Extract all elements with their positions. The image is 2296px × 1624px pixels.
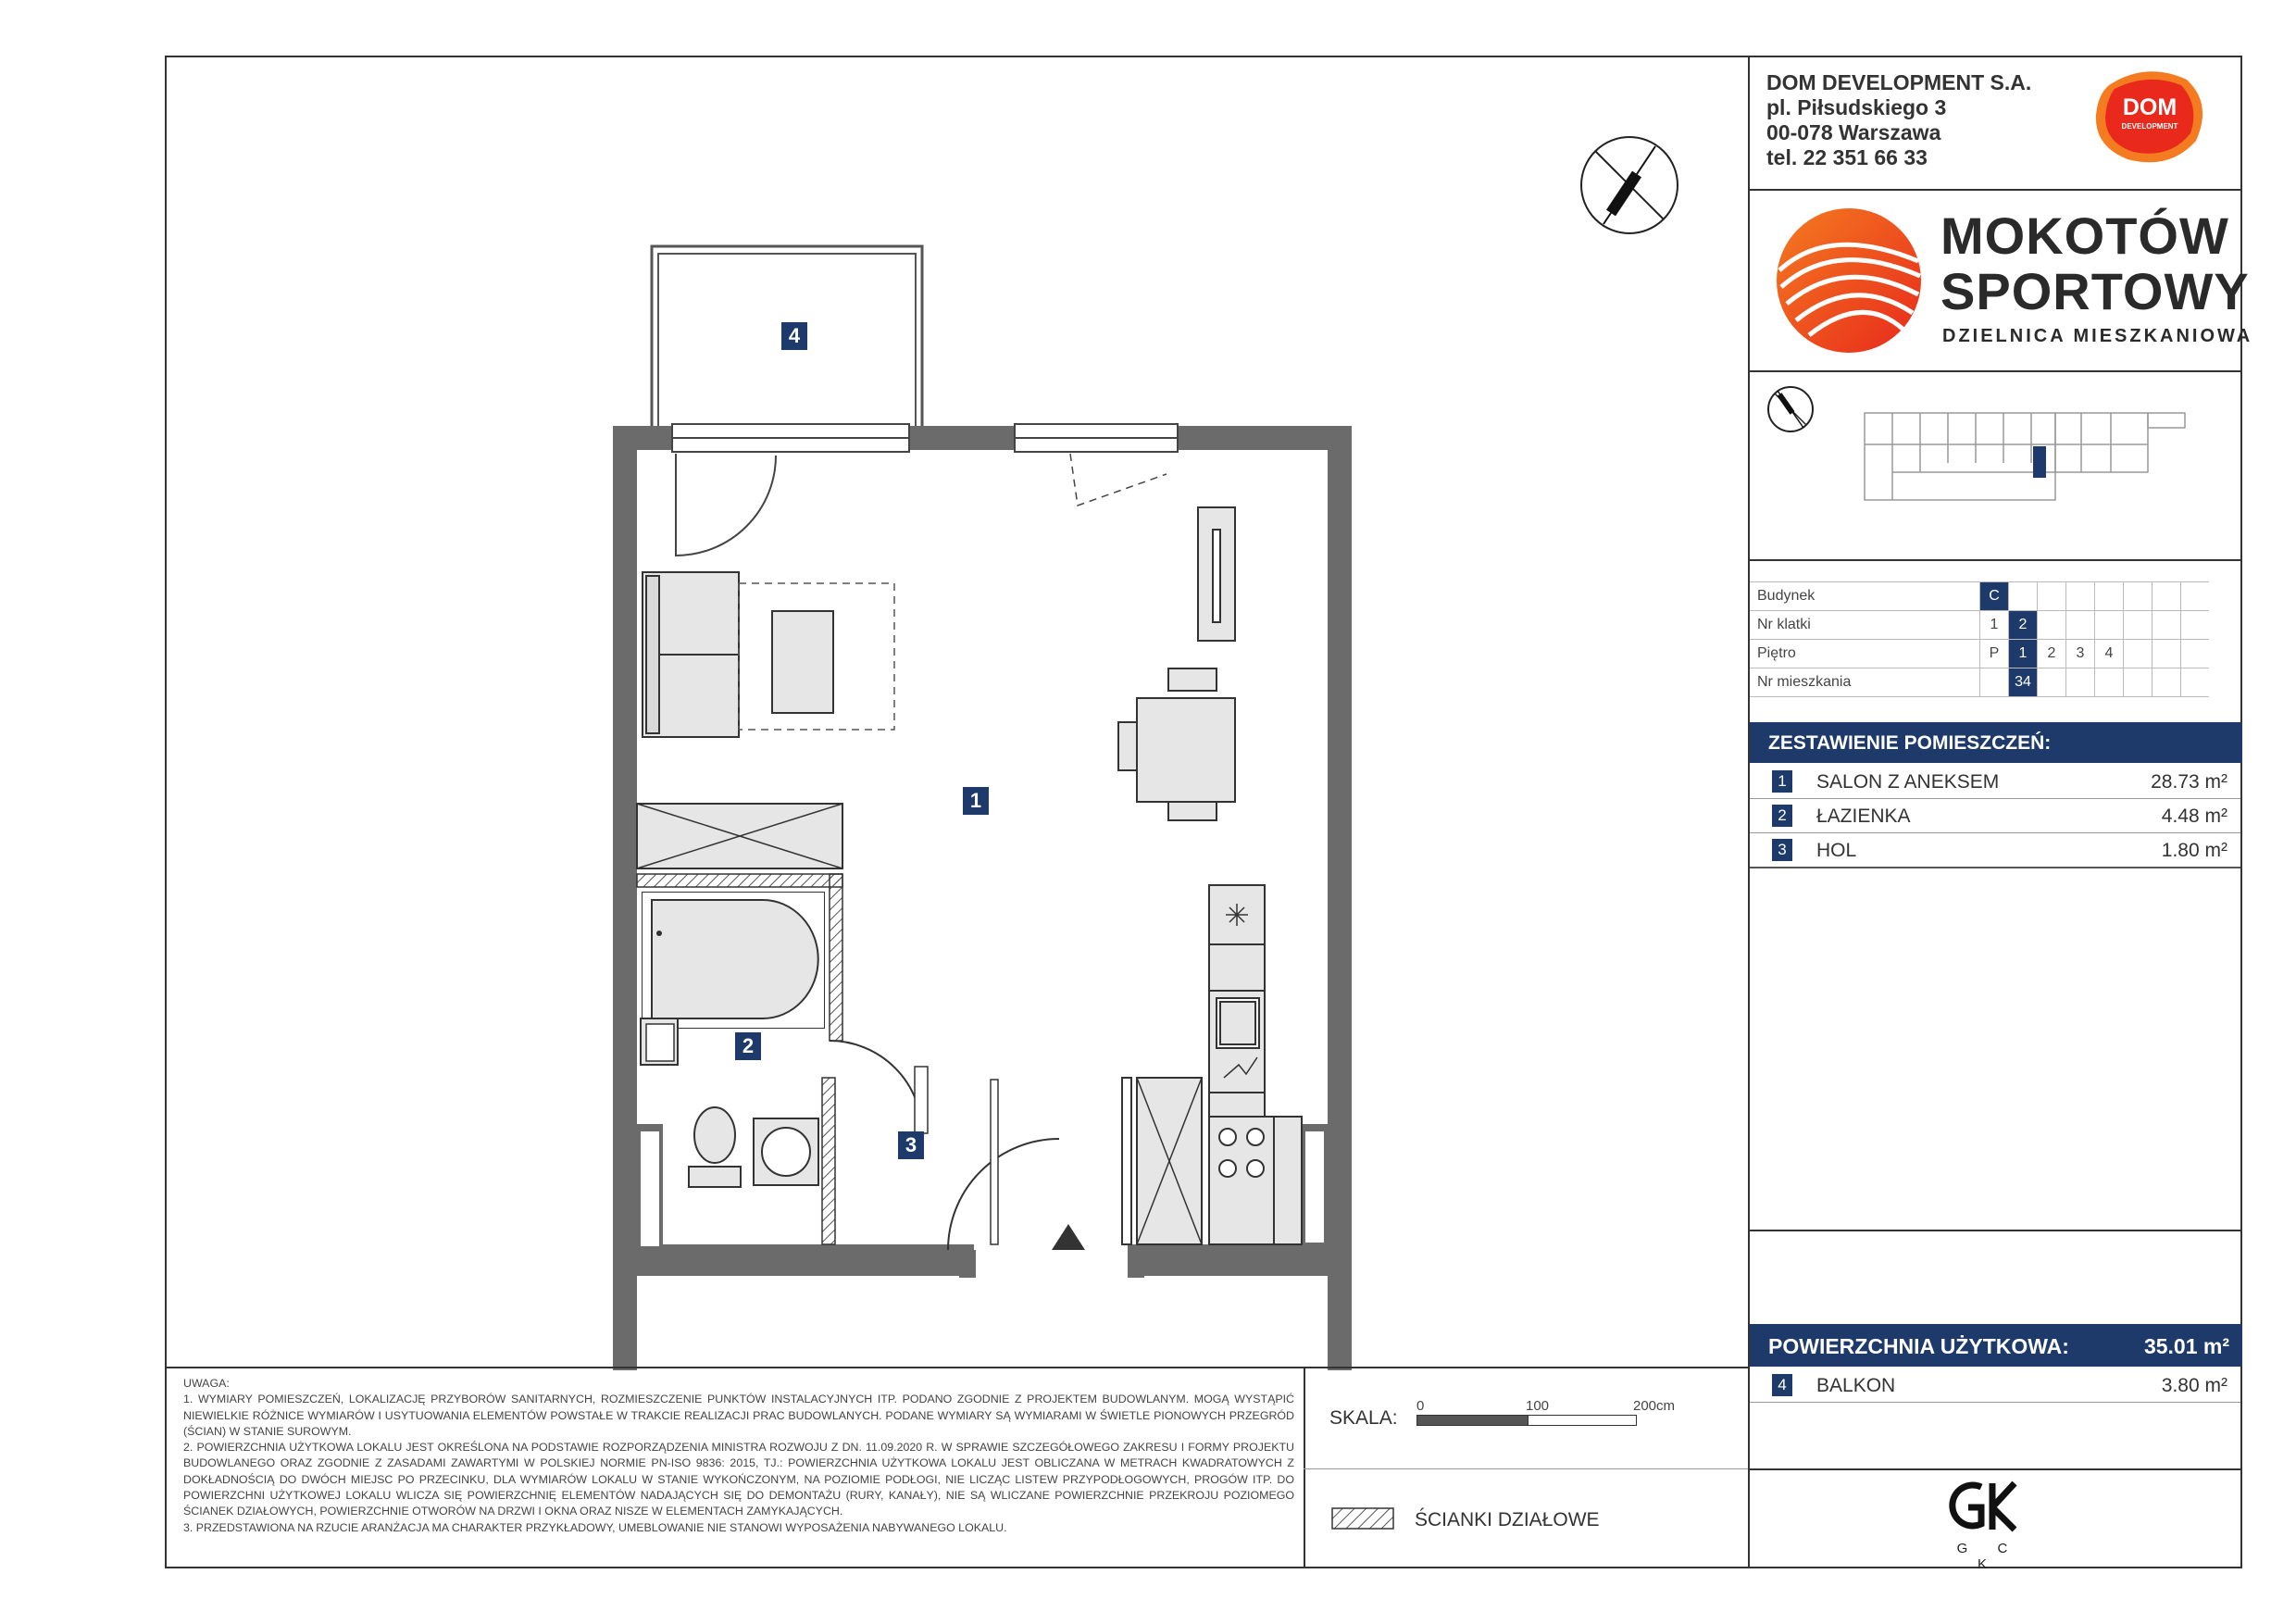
room-name: ŁAZIENKA	[1816, 806, 1911, 827]
room-name: HOL	[1816, 840, 1857, 861]
notes-title: UWAGA:	[183, 1377, 230, 1390]
room-row	[1750, 799, 2240, 833]
company-phone: tel. 22 351 66 33	[1766, 145, 1928, 169]
notes-divider	[165, 1367, 1748, 1368]
project-name-line1: MOKOTÓW	[1940, 206, 2229, 265]
total-area-label: POWIERZCHNIA UŻYTKOWA:	[1768, 1334, 2069, 1358]
gck-logo-icon	[1944, 1480, 2033, 1535]
apartment-value: 34	[2009, 668, 2038, 697]
legend-partition-label: ŚCIANKI DZIAŁOWE	[1415, 1509, 1600, 1530]
scale-tick-200: 200cm	[1633, 1398, 1676, 1414]
floor-option-4: 4	[2095, 640, 2124, 668]
room-area: 28.73 m²	[2151, 771, 2227, 793]
total-area-value: 35.01 m²	[2143, 1334, 2229, 1358]
key-plan-compass-icon	[1768, 387, 1813, 431]
company-city: 00-078 Warszawa	[1766, 120, 1941, 144]
scale-tick-100: 100	[1526, 1398, 1550, 1414]
selected-apartment-marker	[2033, 446, 2046, 478]
floor-plan	[165, 56, 1748, 1370]
apartment-label: Nr mieszkania	[1750, 668, 1980, 697]
staircase-option-1: 1	[1980, 611, 2009, 640]
notes	[183, 1376, 1294, 1536]
scale-tick-0: 0	[1416, 1398, 1425, 1414]
floor-option-p: P	[1980, 640, 2009, 668]
note-3: 3. PRZEDSTAWIONA NA RZUCIE ARANŻACJA MA CHARAKTER PRZYKŁADOWY, UMEBLOWANIE NIE STANOWI WYPOSAŻENIA NABYWANEGO LOKALU.	[183, 1520, 1007, 1534]
room-tag-2: 2	[735, 1032, 761, 1060]
rooms-heading-bar	[1750, 722, 2242, 763]
dom-development-logo	[2090, 67, 2209, 165]
total-area-bar	[1750, 1324, 2242, 1367]
rooms-heading: ZESTAWIENIE POMIESZCZEŃ:	[1768, 732, 2052, 754]
room-number: 4	[1772, 1374, 1792, 1396]
room-row	[1750, 833, 2240, 868]
scale-divider	[1304, 1367, 1305, 1568]
scale-bar-empty	[1528, 1415, 1637, 1426]
apartment-info-table	[1750, 581, 2209, 697]
company-street: pl. Piłsudskiego 3	[1766, 95, 1947, 119]
mokotow-sportowy-logo-icon	[1774, 206, 1924, 356]
dom-logo-subtext: DEVELOPMENT	[2121, 122, 2178, 131]
key-plan	[1763, 380, 2235, 518]
room-name: SALON Z ANEKSEM	[1816, 771, 2000, 793]
floor-label: Piętro	[1750, 640, 1980, 668]
building-label: Budynek	[1750, 582, 1980, 611]
room-number: 3	[1772, 839, 1792, 861]
room-row	[1750, 765, 2240, 799]
floor-option-3: 3	[2066, 640, 2095, 668]
staircase-label: Nr klatki	[1750, 611, 1980, 640]
project-name-line2: SPORTOWY	[1940, 262, 2250, 320]
scale-bar-filled	[1416, 1415, 1529, 1426]
floor-option-1: 1	[2009, 640, 2038, 668]
partition-hatch-icon	[1331, 1507, 1396, 1531]
scale-label: SKALA:	[1329, 1407, 1398, 1429]
note-1: 1. WYMIARY POMIESZCZEŃ, LOKALIZACJĘ PRZYBORÓW SANITARNYCH, ROZMIESZCZENIE PUNKTÓW INSTALACYJNYCH ITP. PODANO ZGODNIE Z PROJEKTEM BUDOWLANYM. MOGĄ WYSTĄPIĆ NIEWIELKIE RÓŻNICE WYMIARÓW I USYTUOWANIA ELEMENTÓW POWSTAŁE W TRAKCIE REALIZACJI PRAC BUDOWLANYCH. PODANE WYMIARY SĄ WYMIARAMI W ŚWIETLE PIONOWYCH PRZEGRÓD (ŚCIAN) W STANIE SUROWYM.	[183, 1393, 1294, 1438]
room-area: 1.80 m²	[2161, 840, 2227, 861]
room-number: 1	[1772, 770, 1792, 793]
building-value: C	[1980, 582, 2009, 611]
note-2: 2. POWIERZCHNIA UŻYTKOWA LOKALU JEST OKREŚLONA NA PODSTAWIE ROZPORZĄDZENIA MINISTRA ROZWOJU Z DN. 11.09.2020 R. W SPRAWIE SZCZEGÓŁOWEGO ZAKRESU I FORMY PROJEKTU BUDOWLANEGO ORAZ ZGODNIE Z ZASADAMI ZAWARTYMI W POLSKIEJ NORMIE PN-ISO 9836: 2015, TJ.: POWIERZCHNIA UŻYTKOWA LOKALU JEST OBLICZANA W METRACH KWADRATOWYCH Z DOKŁADNOŚCIĄ DO DWÓCH MIEJSC PO PRZECINKU, DLA WYMIARÓW LOKALU W STANIE WYKOŃCZONYM, NA POZIOMIE PODŁOGI, NIE LICZĄC LISTEW PRZYPODŁOGOWYCH, PROGÓW ITP. DO POWIERZCHNI UŻYTKOWEJ LOKALU WLICZA SIĘ POWIERZCHNIĘ ELEMENTÓW NADAJĄCYCH SIĘ DO DEMONTAŻU (RURY, KANAŁY), NIE SĄ WLICZANE POWIERZCHNIE PRZEKROJU POZIOMEGO ŚCIANEK DZIAŁOWYCH, POWIERZCHNIE OTWORÓW NA DRZWI I OKNA ORAZ NISZE W ELEMENTACH ZAMYKAJĄCYCH.	[183, 1441, 1294, 1518]
balcony-row	[1750, 1368, 2240, 1403]
project-subtitle: DZIELNICA MIESZKANIOWA	[1942, 326, 2253, 346]
room-number: 2	[1772, 805, 1792, 827]
room-area: 4.48 m²	[2161, 806, 2227, 827]
staircase-option-2: 2	[2009, 611, 2038, 640]
company-name: DOM DEVELOPMENT S.A.	[1766, 70, 2032, 94]
room-tag-1: 1	[963, 787, 989, 815]
dom-logo-text: DOM	[2122, 94, 2177, 120]
room-tag-4: 4	[781, 322, 807, 350]
gck-logo-text: G C K	[1956, 1541, 2021, 1572]
legend-divider	[1304, 1468, 1748, 1469]
room-tag-3: 3	[898, 1131, 924, 1159]
room-area: 3.80 m²	[2161, 1375, 2227, 1396]
company-info	[1766, 70, 2031, 170]
room-name: BALKON	[1816, 1375, 1896, 1396]
floor-option-2: 2	[2038, 640, 2066, 668]
compass-icon	[1581, 137, 1678, 233]
